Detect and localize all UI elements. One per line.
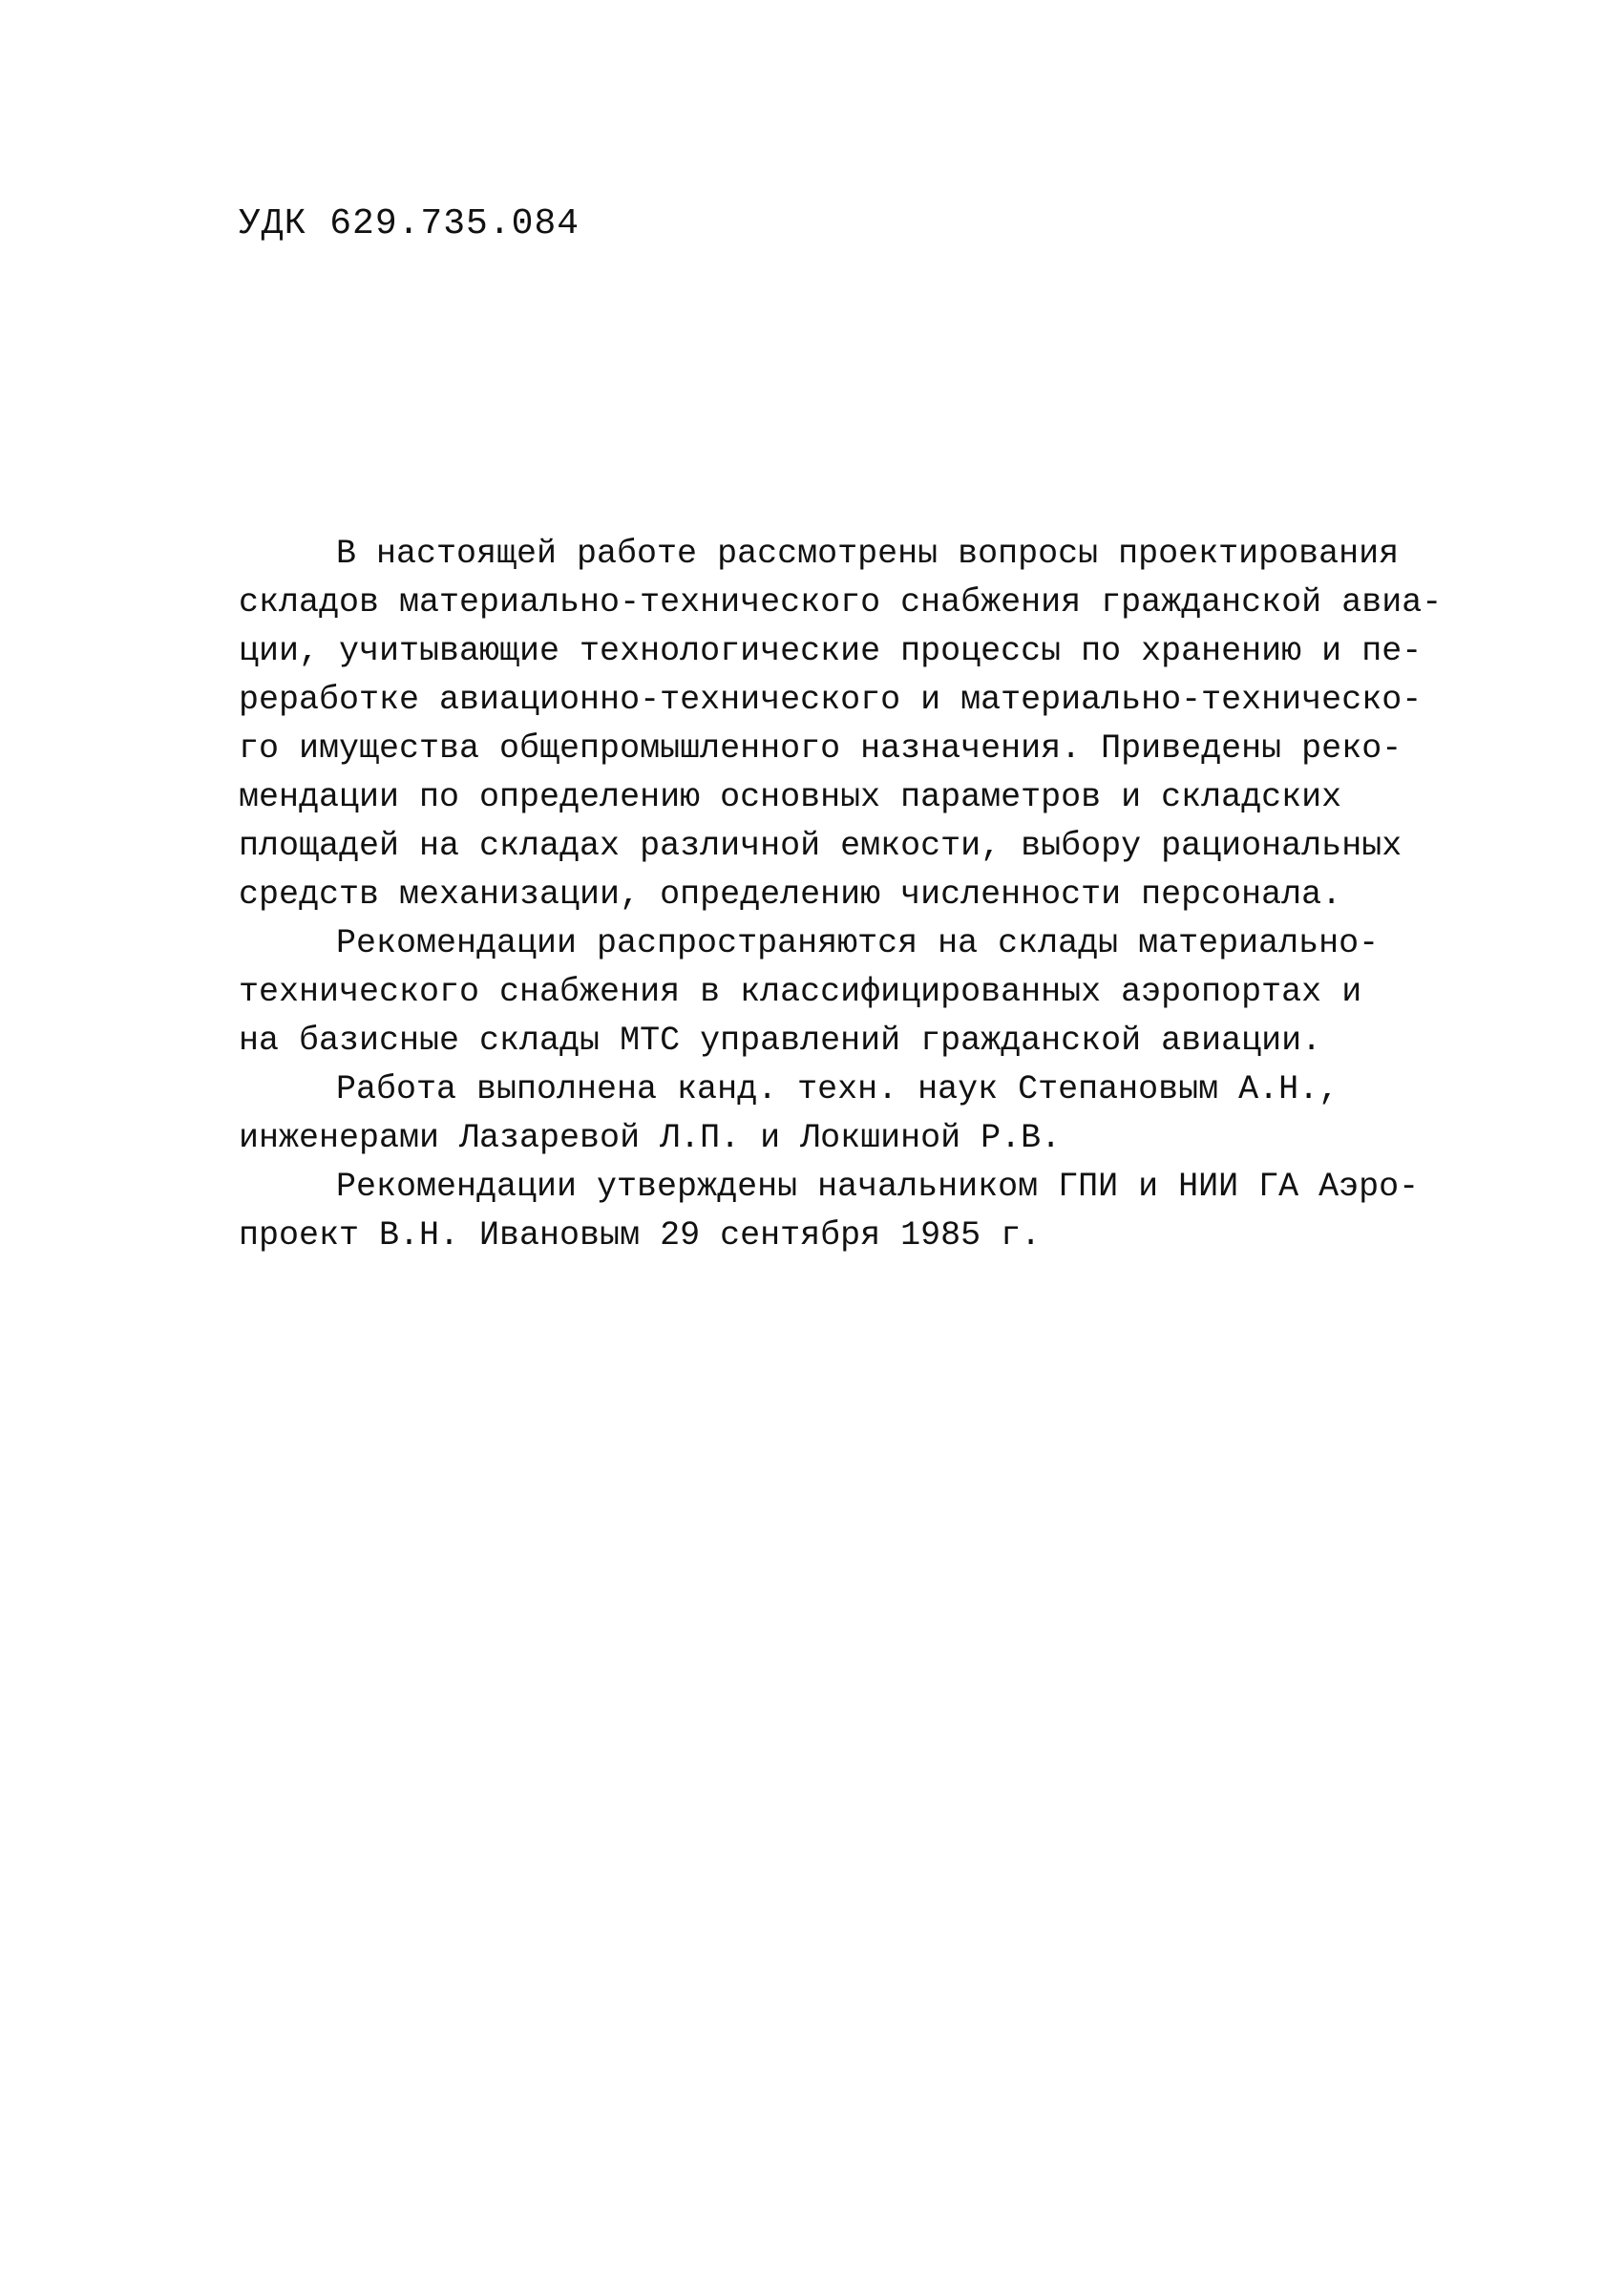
text-line: мендации по определению основных параметров и складских: [239, 778, 1342, 816]
paragraph-authors: [239, 1065, 1413, 1163]
text-line: складов материально-технического снабжения гражданской авиа-: [239, 583, 1443, 622]
paragraph-scope: [239, 919, 1413, 1065]
text-line: Работа выполнена канд. техн. наук Степановым А.Н.,: [336, 1070, 1339, 1108]
text-line: реработке авиационно-технического и материально-техническо-: [239, 681, 1423, 719]
text-line: В настоящей работе рассмотрены вопросы проектирования: [336, 535, 1400, 573]
text-line: ции, учитывающие технологические процессы по хранению и пе-: [239, 632, 1423, 670]
text-line: Рекомендации утверждены начальником ГПИ и НИИ ГА Аэро-: [336, 1168, 1420, 1206]
text-line: технического снабжения в классифицированных аэропортах и: [239, 973, 1362, 1011]
text-line: средств механизации, определению численности персонала.: [239, 875, 1342, 914]
text-line: инженерами Лазаревой Л.П. и Локшиной Р.В.: [239, 1119, 1062, 1157]
text-line: на базисные склады МТС управлений гражданской авиации.: [239, 1022, 1322, 1060]
paragraph-approval: [239, 1163, 1420, 1260]
text-line: Рекомендации распространяются на склады материально-: [336, 924, 1380, 962]
document-body: [239, 530, 1443, 1260]
paragraph-overview: [239, 530, 1443, 919]
udc-code: УДК 629.735.084: [239, 203, 580, 244]
text-line: площадей на складах различной емкости, выбору рациональных: [239, 827, 1403, 865]
text-line: го имущества общепромышленного назначения. Приведены реко-: [239, 729, 1403, 768]
text-line: проект В.Н. Ивановым 29 сентября 1985 г.: [239, 1216, 1042, 1255]
